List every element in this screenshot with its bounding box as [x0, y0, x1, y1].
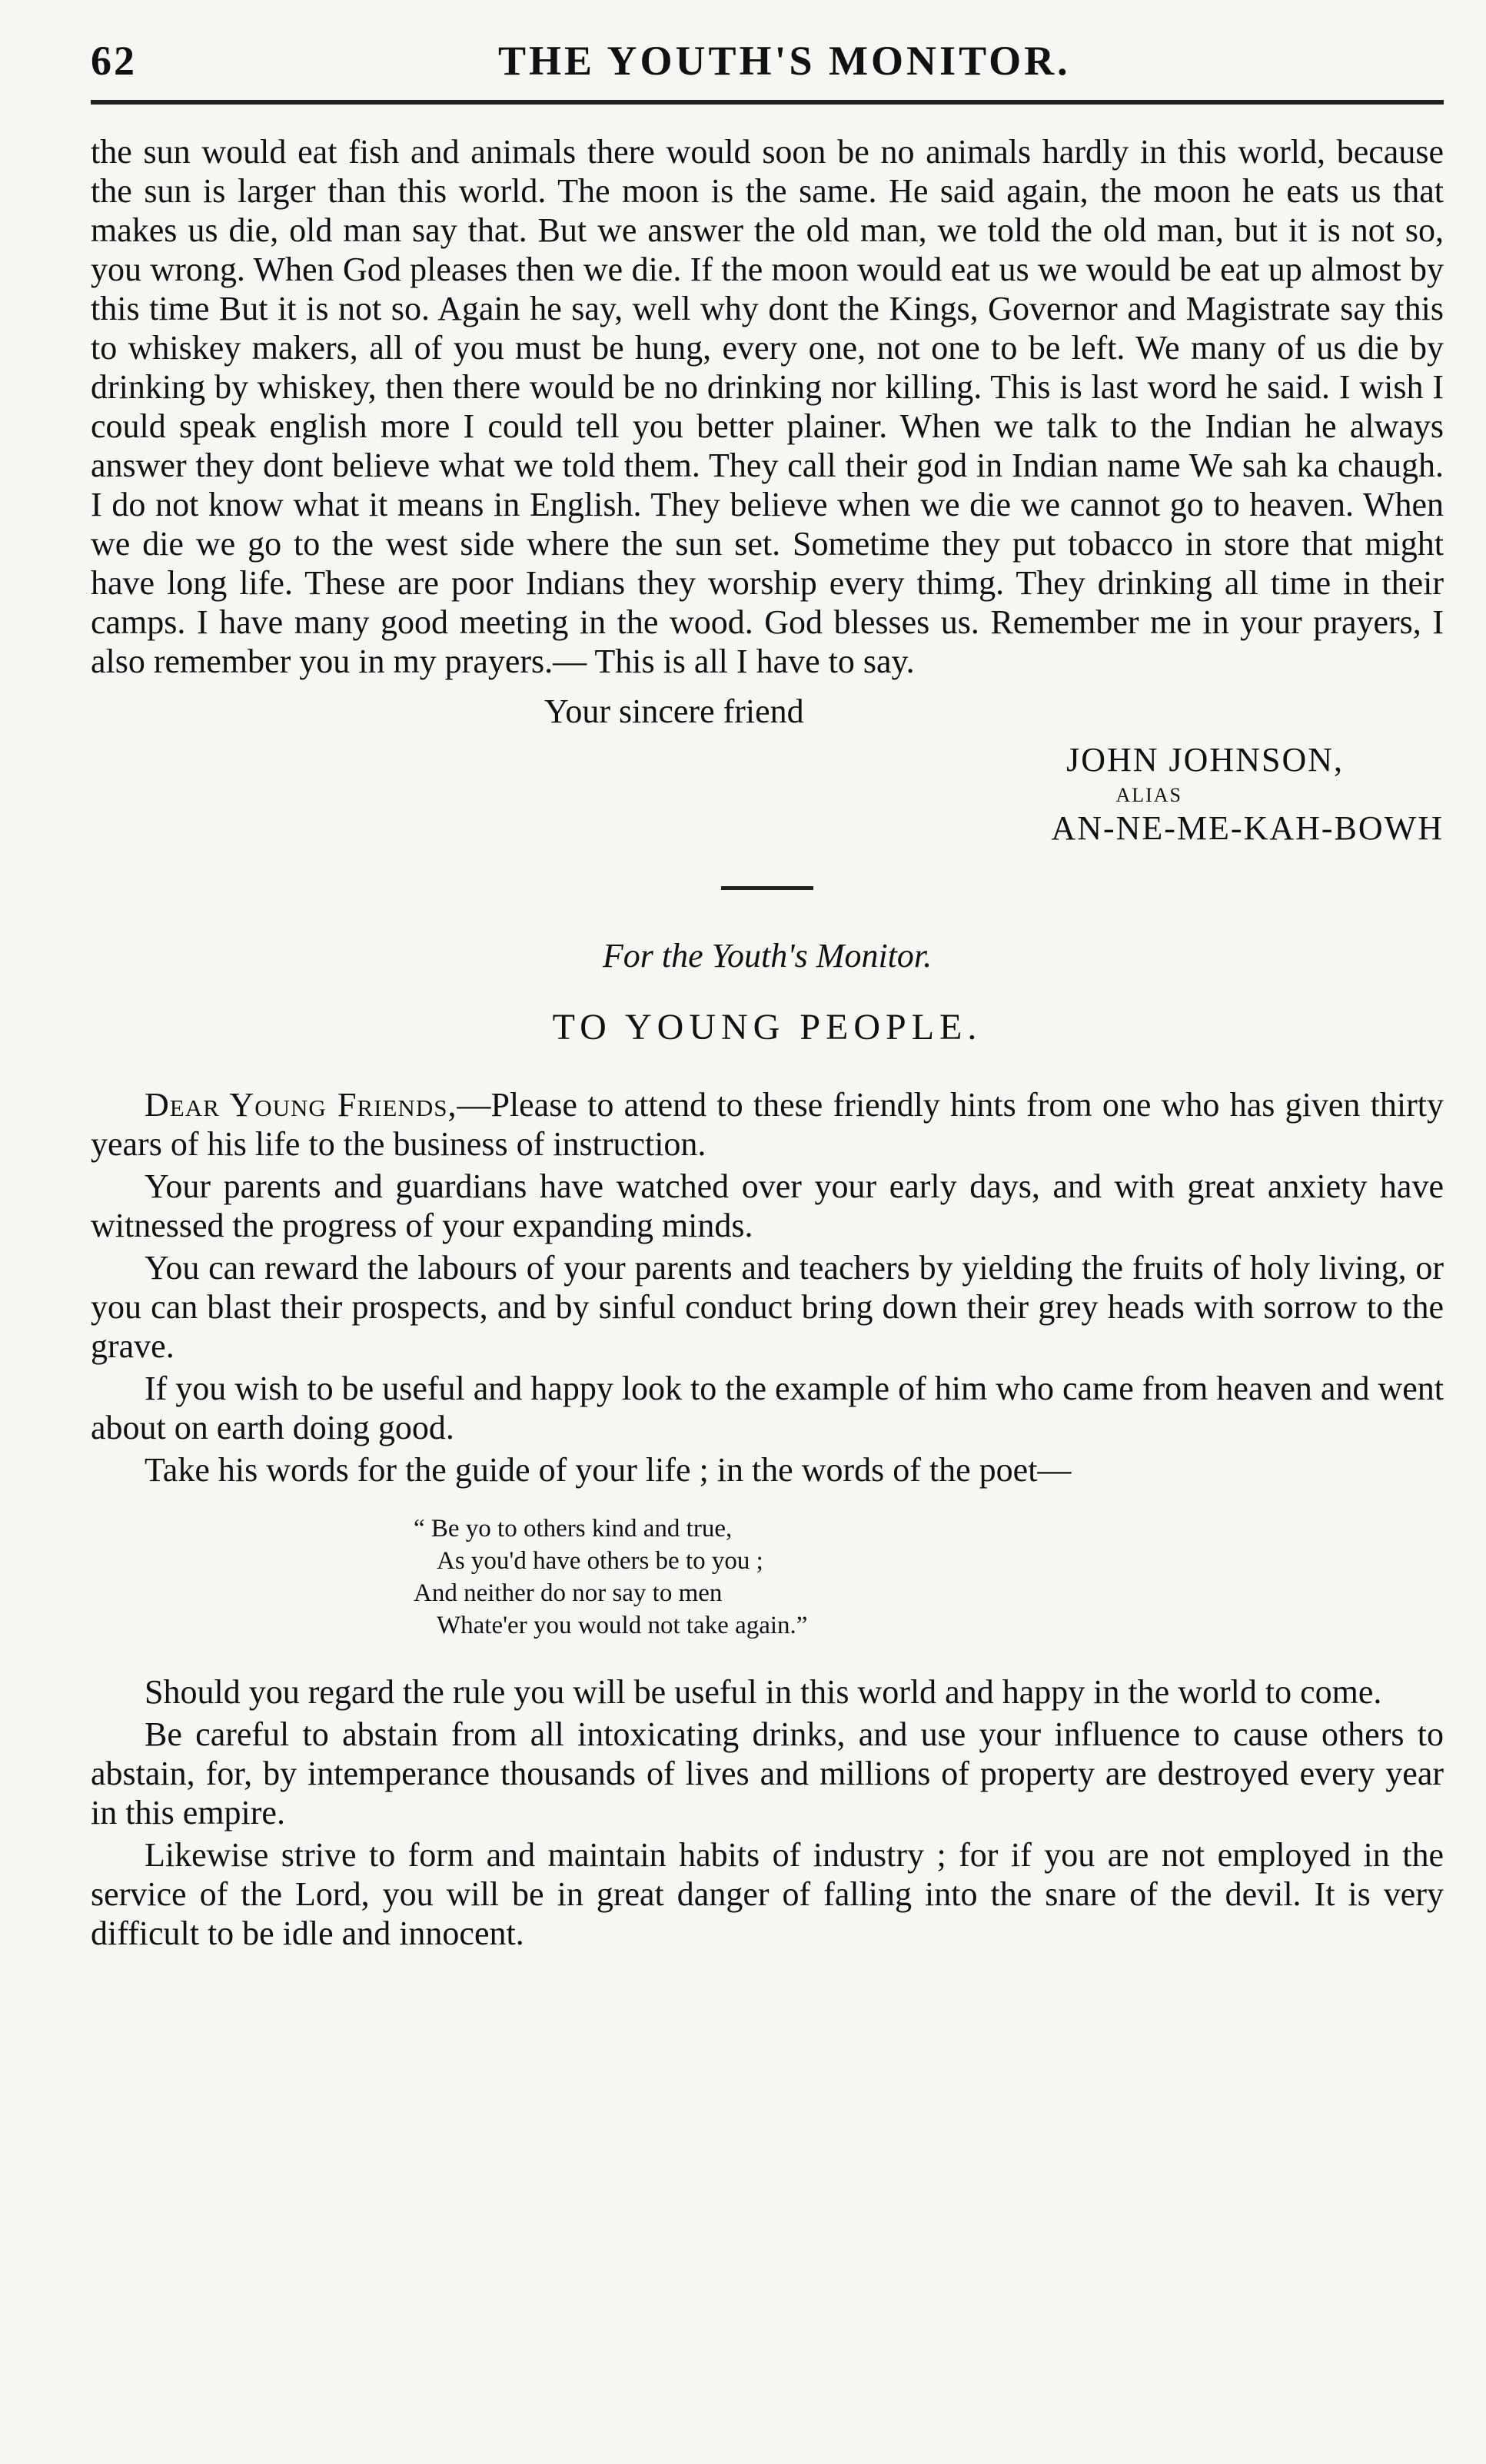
article-section [91, 936, 1444, 1953]
article-paragraph-3: You can reward the labours of your parents and teachers by yielding the fruits of holy living, or you can blast their prospects, and by sinful conduct bring down their grey heads with sorrow to the grave. [91, 1249, 1444, 1365]
page [91, 31, 1444, 1956]
letter-closing: Your sincere friend [544, 692, 804, 730]
article-paragraph-6: Should you regard the rule you will be useful in this world and happy in the world to come. [145, 1673, 1382, 1711]
poem-line: “ Be yo to others kind and true, [414, 1515, 733, 1542]
article-title: TO YOUNG PEOPLE. [552, 1007, 982, 1048]
running-head [91, 31, 1444, 92]
poem-line: As you'd have others be to you ; [437, 1547, 763, 1575]
article-paragraph-8: Likewise strive to form and maintain habits of industry ; for if you are not employed in the service of the Lord, you will be in great danger of falling into the snare of the devil. It is very difficult to be idle and innocent. [91, 1836, 1444, 1952]
letter-section [91, 132, 1444, 848]
article-paragraph-5: Take his words for the guide of your life ; in the words of the poet— [145, 1451, 1072, 1489]
header-rule [91, 100, 1444, 105]
letter-paragraph: the sun would eat fish and animals there would soon be no animals hardly in this world, because the sun is larger than this world. The moon is the same. He said again, the moon he eats us that makes us die, old man say that. But we answer the old man, we told the old man, but it is not so, you wrong. When God pleases then we die. If the moon would eat us we would be eat up almost by this time But it is not so. Again he say, well why dont the Kings, Governor and Magistrate say this to whiskey makers, all of you must be hung, every one, not one to be left. We many of us die by drinking by whiskey, then there would be no drinking nor killing. This is last word he said. I wish I could speak english more I could tell you better plainer. When we talk to the Indian he always answer they dont believe what we told them. They call their god in Indian name We sah ka chaugh. I do not know what it means in English. They believe when we die we cannot go to heaven. When we die we go to the west side where the sun set. Sometime they put tobacco in store that might have long life. These are poor Indians they worship every thimg. They drinking all time in their camps. I have many good meeting in the wood. God blesses us. Remember me in your prayers, I also remember you in my prayers.— This is all I have to say. [91, 133, 1444, 680]
page-number: 62 [91, 38, 137, 84]
article-paragraph-4: If you wish to be useful and happy look to the example of him who came from heaven and went about on earth doing good. [91, 1370, 1444, 1446]
journal-title: THE YOUTH'S MONITOR. [498, 38, 1071, 84]
section-divider [721, 886, 813, 890]
paragraph-1-text: —Please to attend to these friendly hints from one who has given thirty years of his life to the business of instruction. [91, 1086, 1444, 1163]
signature-name: JOHN JOHNSON, [1066, 741, 1344, 779]
poem-line: And neither do nor say to men [414, 1579, 723, 1607]
article-paragraph-1 [91, 1085, 1444, 1164]
article-paragraph-7: Be careful to abstain from all intoxicating drinks, and use your influence to cause others to abstain, for, by intemperance thousands of lives and millions of property are destroyed every year in this empire. [91, 1715, 1444, 1831]
salutation: Dear Young Friends, [145, 1086, 457, 1124]
signature-indian-name: AN-NE-ME-KAH-BOWH [1051, 809, 1444, 847]
article-paragraph-2: Your parents and guardians have watched over your early days, and with great anxiety have witnessed the progress of your expanding minds. [91, 1167, 1444, 1244]
alias-label: ALIAS [1115, 784, 1182, 806]
poem-line: Whate'er you would not take again.” [437, 1612, 808, 1639]
article-byline: For the Youth's Monitor. [602, 937, 932, 975]
poem-quote [414, 1513, 1444, 1642]
